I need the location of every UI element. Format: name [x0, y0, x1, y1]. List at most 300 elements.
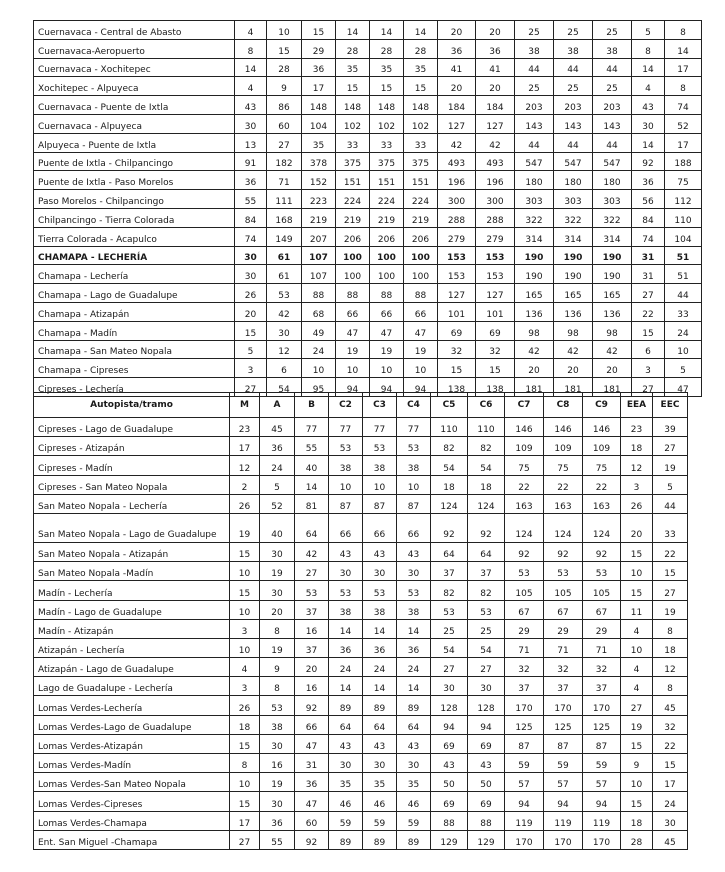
toll-value-cell: 20	[476, 21, 515, 40]
toll-value-cell: 375	[336, 152, 370, 171]
toll-value-cell: 127	[476, 284, 515, 303]
toll-value-cell: 82	[468, 581, 505, 600]
toll-value-cell: 59	[583, 754, 621, 773]
toll-value-cell: 5	[665, 359, 702, 378]
table-row	[34, 600, 688, 619]
route-name-cell: Chamapa - Lechería	[34, 265, 235, 284]
toll-value-cell: 44	[593, 58, 632, 77]
toll-value-cell: 33	[653, 513, 688, 542]
toll-value-cell: 59	[397, 811, 431, 830]
toll-value-cell: 170	[583, 830, 621, 849]
route-name-cell: San Mateo Nopala -Madín	[34, 562, 230, 581]
table-row	[34, 715, 688, 734]
column-header-vehicle-class: C9	[583, 393, 621, 418]
toll-value-cell: 22	[653, 542, 688, 561]
toll-value-cell: 38	[260, 715, 295, 734]
toll-value-cell: 24	[329, 658, 363, 677]
toll-value-cell: 77	[363, 418, 397, 437]
table-row	[34, 227, 702, 246]
toll-value-cell: 15	[336, 77, 370, 96]
toll-value-cell: 109	[505, 437, 544, 456]
toll-value-cell: 15	[653, 562, 688, 581]
toll-value-cell: 12	[230, 456, 260, 475]
toll-value-cell: 87	[329, 494, 363, 513]
toll-value-cell: 20	[515, 359, 554, 378]
toll-value-cell: 110	[665, 208, 702, 227]
toll-value-cell: 37	[468, 562, 505, 581]
toll-value-cell: 3	[230, 619, 260, 638]
toll-value-cell: 2	[230, 475, 260, 494]
toll-value-cell: 92	[583, 542, 621, 561]
toll-value-cell: 64	[431, 542, 468, 561]
toll-table-continued-body	[34, 21, 702, 397]
toll-value-cell: 5	[653, 475, 688, 494]
toll-value-cell: 87	[583, 734, 621, 753]
column-header-vehicle-class: C2	[329, 393, 363, 418]
table-row	[34, 171, 702, 190]
toll-value-cell: 28	[404, 39, 438, 58]
table-row	[34, 321, 702, 340]
table-row	[34, 542, 688, 561]
toll-value-cell: 10	[230, 773, 260, 792]
toll-value-cell: 10	[665, 340, 702, 359]
table-row	[34, 513, 688, 542]
toll-value-cell: 10	[230, 562, 260, 581]
route-name-cell: Lago de Guadalupe - Lechería	[34, 677, 230, 696]
toll-value-cell: 375	[370, 152, 404, 171]
toll-value-cell: 26	[230, 696, 260, 715]
toll-value-cell: 30	[397, 754, 431, 773]
table-row	[34, 190, 702, 209]
table-row	[34, 792, 688, 811]
toll-value-cell: 20	[621, 513, 653, 542]
toll-value-cell: 71	[583, 638, 621, 657]
toll-value-cell: 288	[476, 208, 515, 227]
toll-value-cell: 38	[515, 39, 554, 58]
toll-value-cell: 89	[363, 830, 397, 849]
toll-value-cell: 30	[235, 246, 267, 265]
toll-value-cell: 219	[370, 208, 404, 227]
route-name-cell: Chamapa - San Mateo Nopala	[34, 340, 235, 359]
route-name-cell: Puente de Ixtla - Paso Morelos	[34, 171, 235, 190]
column-header-vehicle-class: C8	[544, 393, 583, 418]
toll-value-cell: 44	[554, 58, 593, 77]
table-row	[34, 494, 688, 513]
toll-value-cell: 54	[431, 456, 468, 475]
toll-value-cell: 35	[302, 133, 336, 152]
toll-value-cell: 42	[515, 340, 554, 359]
toll-value-cell: 53	[295, 581, 329, 600]
toll-value-cell: 74	[235, 227, 267, 246]
toll-value-cell: 14	[235, 58, 267, 77]
toll-value-cell: 20	[260, 600, 295, 619]
toll-value-cell: 30	[260, 792, 295, 811]
toll-value-cell: 89	[329, 830, 363, 849]
toll-value-cell: 105	[544, 581, 583, 600]
toll-value-cell: 8	[235, 39, 267, 58]
toll-value-cell: 206	[370, 227, 404, 246]
toll-value-cell: 55	[260, 830, 295, 849]
toll-value-cell: 94	[468, 715, 505, 734]
toll-value-cell: 43	[468, 754, 505, 773]
route-name-cell: Cipreses - Atizapán	[34, 437, 230, 456]
route-name-cell: Cuernavaca-Aeropuerto	[34, 39, 235, 58]
toll-value-cell: 148	[370, 96, 404, 115]
toll-value-cell: 181	[593, 378, 632, 397]
toll-value-cell: 42	[295, 542, 329, 561]
toll-value-cell: 19	[370, 340, 404, 359]
toll-value-cell: 22	[583, 475, 621, 494]
table-row	[34, 39, 702, 58]
table-row	[34, 340, 702, 359]
route-name-cell: Cuernavaca - Central de Abasto	[34, 21, 235, 40]
table-row	[34, 811, 688, 830]
toll-value-cell: 44	[593, 133, 632, 152]
toll-value-cell: 37	[431, 562, 468, 581]
toll-value-cell: 66	[397, 513, 431, 542]
column-header-vehicle-class: B	[295, 393, 329, 418]
toll-value-cell: 17	[302, 77, 336, 96]
toll-value-cell: 219	[404, 208, 438, 227]
toll-value-cell: 43	[329, 734, 363, 753]
toll-value-cell: 24	[653, 792, 688, 811]
table-row	[34, 734, 688, 753]
toll-value-cell: 8	[665, 21, 702, 40]
toll-value-cell: 27	[468, 658, 505, 677]
toll-value-cell: 8	[653, 677, 688, 696]
toll-value-cell: 143	[515, 114, 554, 133]
toll-value-cell: 10	[230, 638, 260, 657]
toll-value-cell: 98	[554, 321, 593, 340]
toll-value-cell: 55	[235, 190, 267, 209]
toll-value-cell: 44	[515, 133, 554, 152]
toll-value-cell: 25	[515, 21, 554, 40]
toll-value-cell: 27	[632, 378, 665, 397]
toll-value-cell: 38	[329, 456, 363, 475]
toll-value-cell: 180	[515, 171, 554, 190]
toll-value-cell: 9	[621, 754, 653, 773]
toll-value-cell: 36	[235, 171, 267, 190]
toll-value-cell: 47	[295, 734, 329, 753]
toll-value-cell: 100	[370, 265, 404, 284]
toll-value-cell: 24	[665, 321, 702, 340]
toll-value-cell: 27	[653, 437, 688, 456]
toll-value-cell: 109	[544, 437, 583, 456]
toll-value-cell: 89	[397, 696, 431, 715]
toll-value-cell: 14	[632, 58, 665, 77]
toll-value-cell: 14	[295, 475, 329, 494]
toll-value-cell: 128	[431, 696, 468, 715]
toll-value-cell: 64	[295, 513, 329, 542]
table-row	[34, 284, 702, 303]
toll-value-cell: 20	[235, 302, 267, 321]
toll-value-cell: 279	[476, 227, 515, 246]
toll-value-cell: 303	[515, 190, 554, 209]
table-row	[34, 475, 688, 494]
toll-value-cell: 36	[260, 811, 295, 830]
toll-value-cell: 143	[554, 114, 593, 133]
toll-value-cell: 54	[468, 638, 505, 657]
toll-value-cell: 89	[397, 830, 431, 849]
toll-value-cell: 17	[230, 437, 260, 456]
toll-value-cell: 16	[260, 754, 295, 773]
toll-value-cell: 94	[370, 378, 404, 397]
toll-value-cell: 17	[665, 133, 702, 152]
toll-value-cell: 87	[363, 494, 397, 513]
toll-value-cell: 19	[230, 513, 260, 542]
toll-value-cell: 37	[295, 600, 329, 619]
table-row	[34, 265, 702, 284]
toll-value-cell: 43	[363, 734, 397, 753]
toll-value-cell: 98	[515, 321, 554, 340]
toll-value-cell: 9	[260, 658, 295, 677]
toll-value-cell: 60	[267, 114, 302, 133]
route-name-cell: Puente de Ixtla - Chilpancingo	[34, 152, 235, 171]
toll-value-cell: 86	[267, 96, 302, 115]
toll-value-cell: 30	[260, 734, 295, 753]
table-row	[34, 114, 702, 133]
toll-value-cell: 38	[593, 39, 632, 58]
toll-value-cell: 15	[438, 359, 476, 378]
toll-value-cell: 36	[438, 39, 476, 58]
toll-value-cell: 33	[370, 133, 404, 152]
toll-value-cell: 36	[632, 171, 665, 190]
toll-value-cell: 20	[476, 77, 515, 96]
toll-value-cell: 15	[370, 77, 404, 96]
toll-value-cell: 16	[295, 677, 329, 696]
toll-value-cell: 110	[431, 418, 468, 437]
toll-value-cell: 8	[653, 619, 688, 638]
toll-value-cell: 300	[438, 190, 476, 209]
toll-value-cell: 13	[235, 133, 267, 152]
toll-value-cell: 71	[267, 171, 302, 190]
toll-value-cell: 53	[397, 581, 431, 600]
toll-value-cell: 37	[295, 638, 329, 657]
toll-value-cell: 14	[329, 619, 363, 638]
toll-value-cell: 15	[621, 542, 653, 561]
toll-value-cell: 22	[505, 475, 544, 494]
toll-value-cell: 153	[438, 265, 476, 284]
toll-value-cell: 43	[431, 754, 468, 773]
toll-value-cell: 124	[468, 494, 505, 513]
toll-value-cell: 47	[295, 792, 329, 811]
toll-value-cell: 10	[230, 600, 260, 619]
toll-value-cell: 493	[476, 152, 515, 171]
route-name-cell: Cipreses - Madín	[34, 456, 230, 475]
toll-value-cell: 22	[653, 734, 688, 753]
toll-value-cell: 94	[431, 715, 468, 734]
toll-value-cell: 53	[363, 437, 397, 456]
toll-value-cell: 19	[260, 773, 295, 792]
toll-value-cell: 38	[554, 39, 593, 58]
toll-value-cell: 88	[404, 284, 438, 303]
toll-value-cell: 54	[267, 378, 302, 397]
toll-value-cell: 28	[370, 39, 404, 58]
toll-value-cell: 146	[583, 418, 621, 437]
toll-value-cell: 22	[632, 302, 665, 321]
toll-value-cell: 53	[267, 284, 302, 303]
toll-value-cell: 35	[404, 58, 438, 77]
toll-value-cell: 15	[302, 21, 336, 40]
toll-value-cell: 30	[329, 754, 363, 773]
toll-value-cell: 112	[665, 190, 702, 209]
table-row	[34, 456, 688, 475]
toll-value-cell: 30	[260, 542, 295, 561]
toll-value-cell: 15	[621, 734, 653, 753]
toll-value-cell: 224	[370, 190, 404, 209]
toll-value-cell: 42	[476, 133, 515, 152]
toll-value-cell: 59	[329, 811, 363, 830]
toll-value-cell: 4	[621, 619, 653, 638]
toll-value-cell: 30	[653, 811, 688, 830]
toll-value-cell: 27	[235, 378, 267, 397]
toll-value-cell: 105	[583, 581, 621, 600]
toll-value-cell: 10	[336, 359, 370, 378]
toll-value-cell: 111	[267, 190, 302, 209]
toll-value-cell: 15	[230, 542, 260, 561]
toll-value-cell: 322	[515, 208, 554, 227]
toll-value-cell: 378	[302, 152, 336, 171]
toll-value-cell: 92	[431, 513, 468, 542]
toll-value-cell: 84	[632, 208, 665, 227]
toll-value-cell: 87	[505, 734, 544, 753]
toll-value-cell: 66	[363, 513, 397, 542]
toll-value-cell: 67	[544, 600, 583, 619]
toll-value-cell: 66	[404, 302, 438, 321]
toll-value-cell: 56	[632, 190, 665, 209]
toll-value-cell: 19	[404, 340, 438, 359]
toll-value-cell: 190	[593, 265, 632, 284]
toll-value-cell: 92	[544, 542, 583, 561]
route-name-cell: Cuernavaca - Alpuyeca	[34, 114, 235, 133]
toll-value-cell: 10	[302, 359, 336, 378]
toll-value-cell: 10	[267, 21, 302, 40]
route-name-cell: Cipreses - San Mateo Nopala	[34, 475, 230, 494]
toll-value-cell: 27	[632, 284, 665, 303]
route-name-cell: Atizapán - Lago de Guadalupe	[34, 658, 230, 677]
toll-value-cell: 30	[267, 321, 302, 340]
toll-value-cell: 6	[632, 340, 665, 359]
toll-value-cell: 33	[336, 133, 370, 152]
toll-value-cell: 32	[505, 658, 544, 677]
toll-value-cell: 23	[230, 418, 260, 437]
toll-value-cell: 3	[230, 677, 260, 696]
route-name-cell: Lomas Verdes-Chamapa	[34, 811, 230, 830]
toll-value-cell: 547	[554, 152, 593, 171]
toll-value-cell: 53	[363, 581, 397, 600]
toll-value-cell: 151	[370, 171, 404, 190]
toll-value-cell: 18	[431, 475, 468, 494]
toll-value-cell: 49	[302, 321, 336, 340]
toll-value-cell: 19	[260, 638, 295, 657]
toll-value-cell: 14	[329, 677, 363, 696]
toll-value-cell: 45	[653, 696, 688, 715]
toll-value-cell: 41	[438, 58, 476, 77]
toll-value-cell: 92	[505, 542, 544, 561]
toll-value-cell: 24	[397, 658, 431, 677]
toll-value-cell: 28	[267, 58, 302, 77]
toll-value-cell: 3	[632, 359, 665, 378]
toll-value-cell: 82	[431, 437, 468, 456]
toll-value-cell: 57	[505, 773, 544, 792]
toll-value-cell: 67	[505, 600, 544, 619]
toll-value-cell: 57	[544, 773, 583, 792]
toll-value-cell: 71	[544, 638, 583, 657]
table-row	[34, 581, 688, 600]
toll-value-cell: 88	[468, 811, 505, 830]
toll-value-cell: 30	[468, 677, 505, 696]
toll-value-cell: 196	[438, 171, 476, 190]
toll-value-cell: 39	[653, 418, 688, 437]
toll-value-cell: 94	[505, 792, 544, 811]
toll-value-cell: 54	[468, 456, 505, 475]
toll-value-cell: 53	[329, 437, 363, 456]
toll-value-cell: 180	[554, 171, 593, 190]
toll-value-cell: 66	[370, 302, 404, 321]
toll-value-cell: 28	[336, 39, 370, 58]
toll-table-body	[34, 418, 688, 850]
toll-value-cell: 127	[438, 114, 476, 133]
route-name-cell: Lomas Verdes-Atizapán	[34, 734, 230, 753]
toll-value-cell: 14	[632, 133, 665, 152]
toll-value-cell: 54	[431, 638, 468, 657]
route-name-cell: Chilpancingo - Tierra Colorada	[34, 208, 235, 227]
toll-value-cell: 50	[431, 773, 468, 792]
toll-value-cell: 203	[554, 96, 593, 115]
route-name-cell: Lomas Verdes-Cipreses	[34, 792, 230, 811]
toll-value-cell: 124	[583, 513, 621, 542]
toll-value-cell: 138	[476, 378, 515, 397]
toll-value-cell: 10	[621, 773, 653, 792]
toll-value-cell: 163	[583, 494, 621, 513]
toll-value-cell: 165	[515, 284, 554, 303]
toll-value-cell: 43	[235, 96, 267, 115]
toll-value-cell: 170	[505, 696, 544, 715]
toll-value-cell: 15	[621, 792, 653, 811]
toll-value-cell: 14	[665, 39, 702, 58]
route-name-cell: Cuernavaca - Xochitepec	[34, 58, 235, 77]
toll-value-cell: 46	[329, 792, 363, 811]
toll-value-cell: 44	[653, 494, 688, 513]
toll-value-cell: 95	[302, 378, 336, 397]
toll-value-cell: 18	[468, 475, 505, 494]
toll-value-cell: 163	[505, 494, 544, 513]
toll-value-cell: 47	[665, 378, 702, 397]
toll-value-cell: 52	[260, 494, 295, 513]
toll-value-cell: 24	[363, 658, 397, 677]
toll-value-cell: 26	[621, 494, 653, 513]
toll-value-cell: 279	[438, 227, 476, 246]
toll-value-cell: 29	[544, 619, 583, 638]
toll-value-cell: 59	[505, 754, 544, 773]
toll-value-cell: 69	[468, 734, 505, 753]
toll-value-cell: 188	[665, 152, 702, 171]
toll-value-cell: 3	[621, 475, 653, 494]
toll-value-cell: 64	[397, 715, 431, 734]
toll-value-cell: 43	[632, 96, 665, 115]
toll-value-cell: 20	[438, 77, 476, 96]
toll-value-cell: 224	[404, 190, 438, 209]
toll-value-cell: 92	[295, 830, 329, 849]
toll-value-cell: 10	[397, 475, 431, 494]
toll-value-cell: 180	[593, 171, 632, 190]
route-name-cell: San Mateo Nopala - Lechería	[34, 494, 230, 513]
toll-value-cell: 206	[404, 227, 438, 246]
toll-value-cell: 165	[554, 284, 593, 303]
toll-value-cell: 8	[665, 77, 702, 96]
toll-value-cell: 10	[621, 562, 653, 581]
toll-value-cell: 88	[431, 811, 468, 830]
